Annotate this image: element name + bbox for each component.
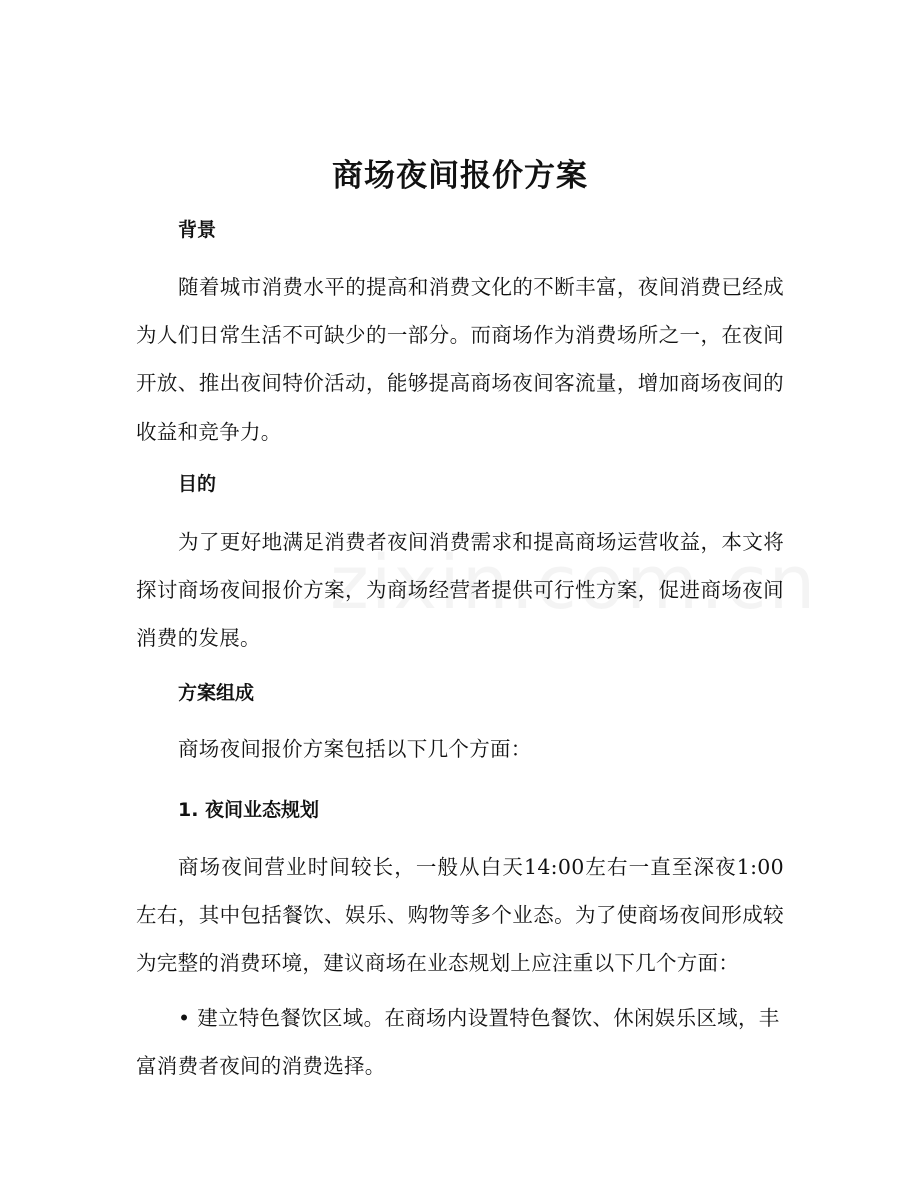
paragraph-item1: 商场夜间营业时间较长，一般从白天14:00左右一直至深夜1:00左右，其中包括餐饮、娱乐、购物等多个业态。为了使商场夜间形成较为完整的消费环境，建议商场在业态规划上应注重以下几个方面： <box>136 855 784 976</box>
paragraph-purpose: 为了更好地满足消费者夜间消费需求和提高商场运营收益，本文将探讨商场夜间报价方案，为商场经营者提供可行性方案，促进商场夜间消费的发展。 <box>136 530 784 651</box>
section-heading-purpose: 目的 <box>178 473 217 495</box>
paragraph-background: 随着城市消费水平的提高和消费文化的不断丰富，夜间消费已经成为人们日常生活不可缺少的一部分。而商场作为消费场所之一，在夜间开放、推出夜间特价活动，能够提高商场夜间客流量，增加商场夜间的收益和竞争力。 <box>136 275 784 444</box>
paragraph-composition: 商场夜间报价方案包括以下几个方面： <box>178 737 532 761</box>
section-heading-composition: 方案组成 <box>178 682 255 704</box>
bullet-item-1: • 建立特色餐饮区域。在商场内设置特色餐饮、休闲娱乐区域，丰富消费者夜间的消费选择。 <box>136 1006 780 1079</box>
page-title: 商场夜间报价方案 <box>332 158 588 194</box>
section-heading-item1: 1. 夜间业态规划 <box>178 799 320 821</box>
section-heading-background: 背景 <box>178 219 217 241</box>
